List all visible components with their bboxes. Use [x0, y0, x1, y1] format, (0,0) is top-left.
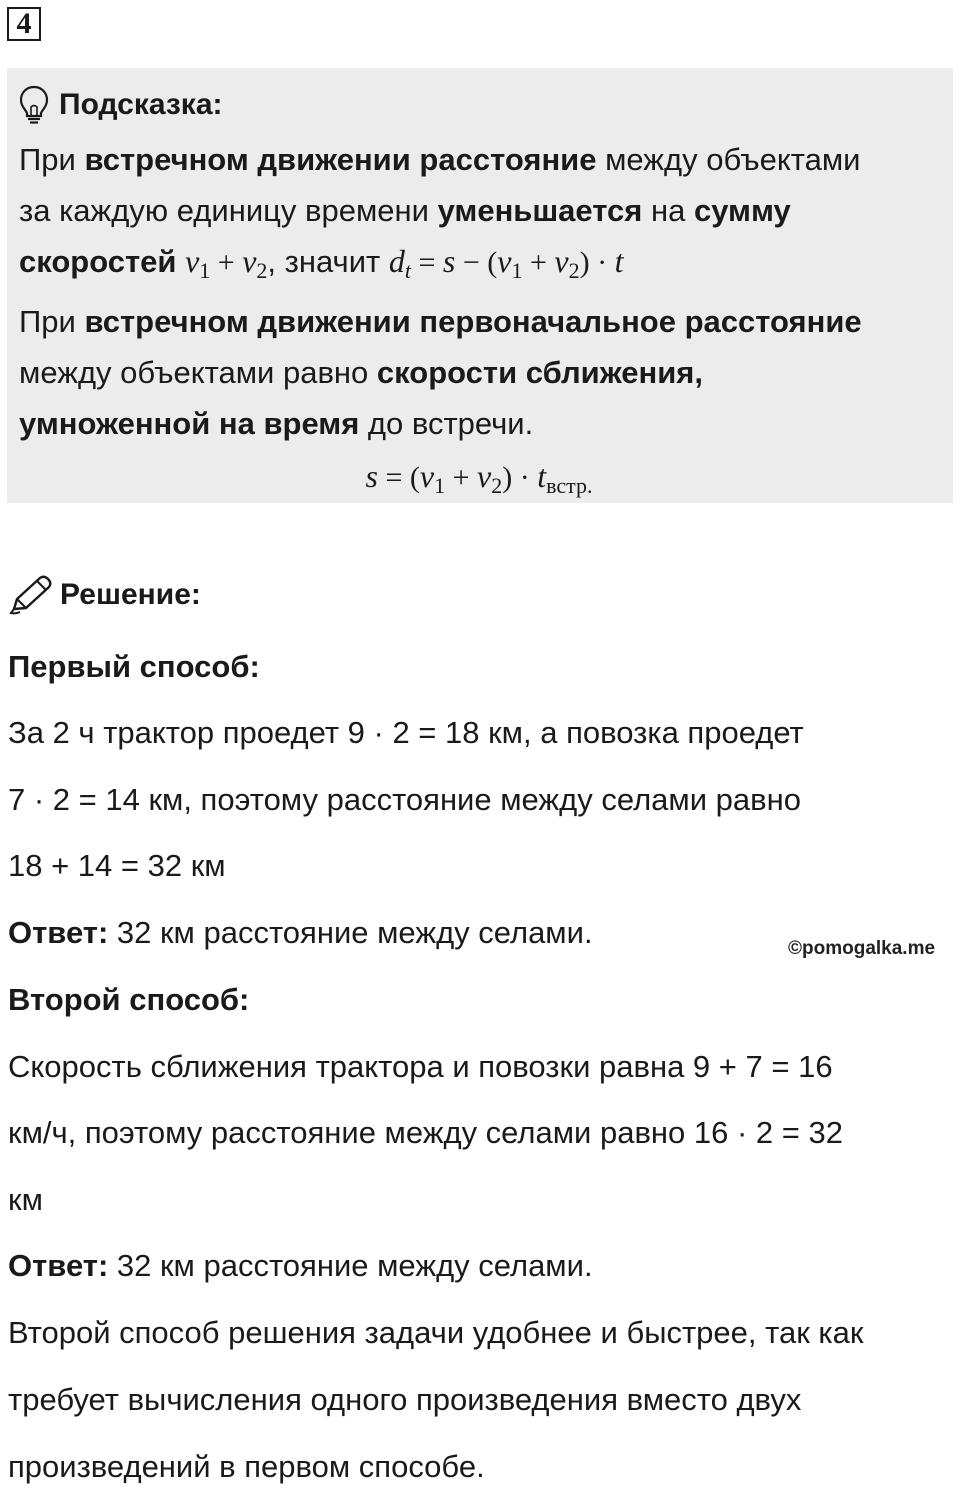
lightbulb-icon [19, 85, 49, 125]
hint-line-3: скоростей $v_1 + v_2$, значит $d_t = s - (v_1 + v_2) \cdot t$ [19, 243, 624, 283]
method2-line-3: км [8, 1182, 43, 1217]
method1-answer: Ответ: 32 км расстояние между селами. [8, 915, 593, 950]
method2-line-1: Скорость сближения трактора и повозки равна 9 + 7 = 16 [8, 1049, 833, 1084]
hint-line-5: между объектами равно скорости сближения, [19, 355, 703, 390]
conclusion-line-3: произведений в первом способе. [8, 1449, 485, 1484]
solution-title-text: Решение: [60, 578, 201, 611]
watermark: ©pomogalka.me [788, 938, 936, 959]
method2-title: Второй способ: [8, 982, 250, 1017]
hint-title-text: Подсказка: [59, 88, 223, 121]
hint-line-2: за каждую единицу времени уменьшается на сумму [19, 193, 791, 228]
hint-line-6: умноженной на время до встречи. [19, 406, 534, 441]
task-number: 4 [7, 7, 41, 41]
method2-answer: Ответ: 32 км расстояние между селами. [8, 1248, 593, 1283]
method1-line-1: За 2 ч трактор проедет 9 · 2 = 18 км, а повозка проедет [8, 715, 804, 750]
hint-box [7, 68, 953, 503]
conclusion-line-2: требует вычисления одного произведения вместо двух [8, 1382, 802, 1417]
method1-line-2: 7 · 2 = 14 км, поэтому расстояние между селами равно [8, 782, 801, 817]
hint-line-1: При встречном движении расстояние между объектами [19, 142, 861, 177]
hint-title [19, 76, 953, 134]
formula-distance: $d_t = s - (v_1 + v_2) \cdot t$ [388, 243, 624, 283]
conclusion-line-1: Второй способ решения задачи удобнее и быстрее, так как [8, 1315, 864, 1350]
method1-title: Первый способ: [8, 649, 260, 684]
hint-formula: $s = (v_1 + v_2) \cdot t_{встр.}$ [365, 458, 593, 498]
method1-line-3: 18 + 14 = 32 км [8, 848, 226, 883]
formula-sum: $v_1 + v_2$ [185, 243, 268, 283]
hint-line-4: При встречном движении первоначальное расстояние [19, 304, 862, 339]
solution-title [8, 575, 201, 615]
method2-line-2: км/ч, поэтому расстояние между селами равно 16 · 2 = 32 [8, 1115, 843, 1150]
pencil-icon [8, 575, 54, 615]
